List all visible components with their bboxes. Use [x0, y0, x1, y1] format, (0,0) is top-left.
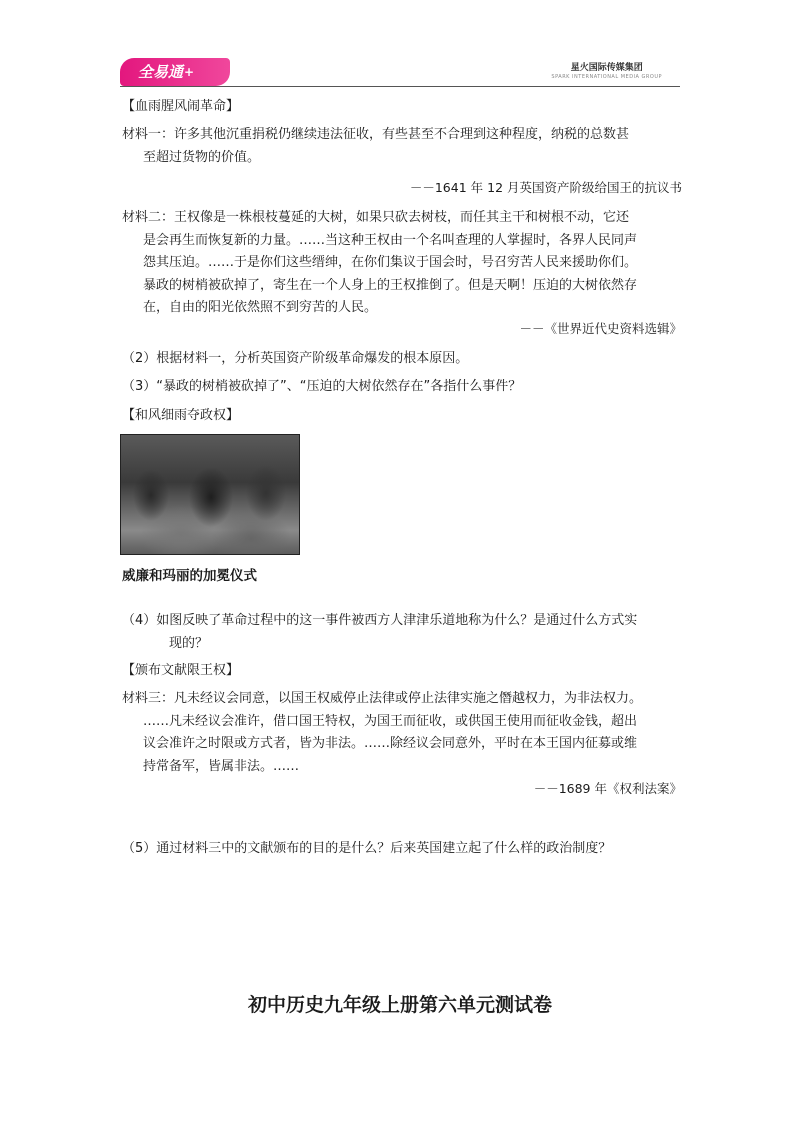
question-5: （5）通过材料三中的文献颁布的目的是什么？后来英国建立起了什么样的政治制度？	[122, 841, 612, 856]
question-3: （3）“暴政的树梢被砍掉了”、“压迫的大树依然存在”各指什么事件？	[122, 379, 522, 394]
org-name: 星火国际传媒集团	[570, 63, 643, 73]
material-three-line: 议会准许之时限或方式者，皆为非法。……除经议会同意外，平时在本王国内征募或维	[143, 736, 638, 751]
question-4	[122, 610, 682, 655]
material-two-source: －－《世界近代史资料选辑》	[519, 321, 682, 336]
material-three-source: －－1689 年《权利法案》	[533, 781, 682, 796]
question-4-line: 现的？	[169, 635, 209, 651]
org-name-block	[551, 60, 662, 80]
material-two-line: 怨其压迫。……于是你们这些缙绅，在你们集议于国会时，号召穷苦人民来援助你们。	[143, 255, 638, 270]
material-one-source: －－1641 年 12 月英国资产阶级给国王的抗议书	[409, 180, 682, 195]
material-one-line: 至超过货物的价值。	[143, 149, 261, 165]
org-subtitle: SPARK INTERNATIONAL MEDIA GROUP	[551, 74, 662, 80]
material-one	[122, 124, 682, 169]
material-one-line: 材料一：许多其他沉重捐税仍继续违法征收，有些甚至不合理到这种程度，纳税的总数甚	[122, 127, 630, 142]
material-two-line: 暴政的树梢被砍掉了，寄生在一个人身上的王权推倒了。但是天啊！压迫的大树依然存	[143, 277, 638, 293]
header-divider	[120, 86, 680, 87]
material-three-line: ……凡未经议会准许，借口国王特权，为国王而征收，或供国王使用而征收金钱，超出	[143, 713, 638, 729]
material-three-line: 持常备军，皆属非法。……	[143, 758, 300, 774]
exam-title: 初中历史九年级上册第六单元测试卷	[247, 994, 552, 1016]
section-heading-documents: 【颁布文献限王权】	[122, 663, 240, 678]
question-2: （2）根据材料一，分析英国资产阶级革命爆发的根本原因。	[122, 351, 469, 366]
material-three-line: 材料三：凡未经议会同意，以国王权威停止法律或停止法律实施之僭越权力，为非法权力。	[122, 691, 643, 706]
material-two-line: 材料二：王权像是一株根枝蔓延的大树，如果只砍去树枝，而任其主干和树根不动，它还	[122, 210, 630, 225]
section-heading-revolution: 【血雨腥风闹革命】	[122, 99, 240, 114]
material-two-line: 在，自由的阳光依然照不到穷苦的人民。	[143, 300, 378, 315]
brand-logo	[120, 58, 230, 86]
section-heading-glorious-revolution: 【和风细雨夺政权】	[122, 408, 240, 423]
image-caption: 威廉和玛丽的加冕仪式	[122, 568, 257, 584]
brand-logo-text: 全易通	[138, 63, 184, 81]
brand-logo-plus: +	[184, 65, 195, 79]
page-header	[120, 54, 680, 88]
material-three	[122, 688, 682, 778]
question-4-line: （4）如图反映了革命过程中的这一事件被西方人津津乐道地称为什么？是通过什么方式实	[122, 613, 638, 628]
material-two-line: 是会再生而恢复新的力量。……当这种王权由一个名叫查理的人掌握时，各界人民同声	[143, 232, 638, 248]
material-two	[122, 207, 682, 320]
coronation-image	[120, 434, 300, 555]
